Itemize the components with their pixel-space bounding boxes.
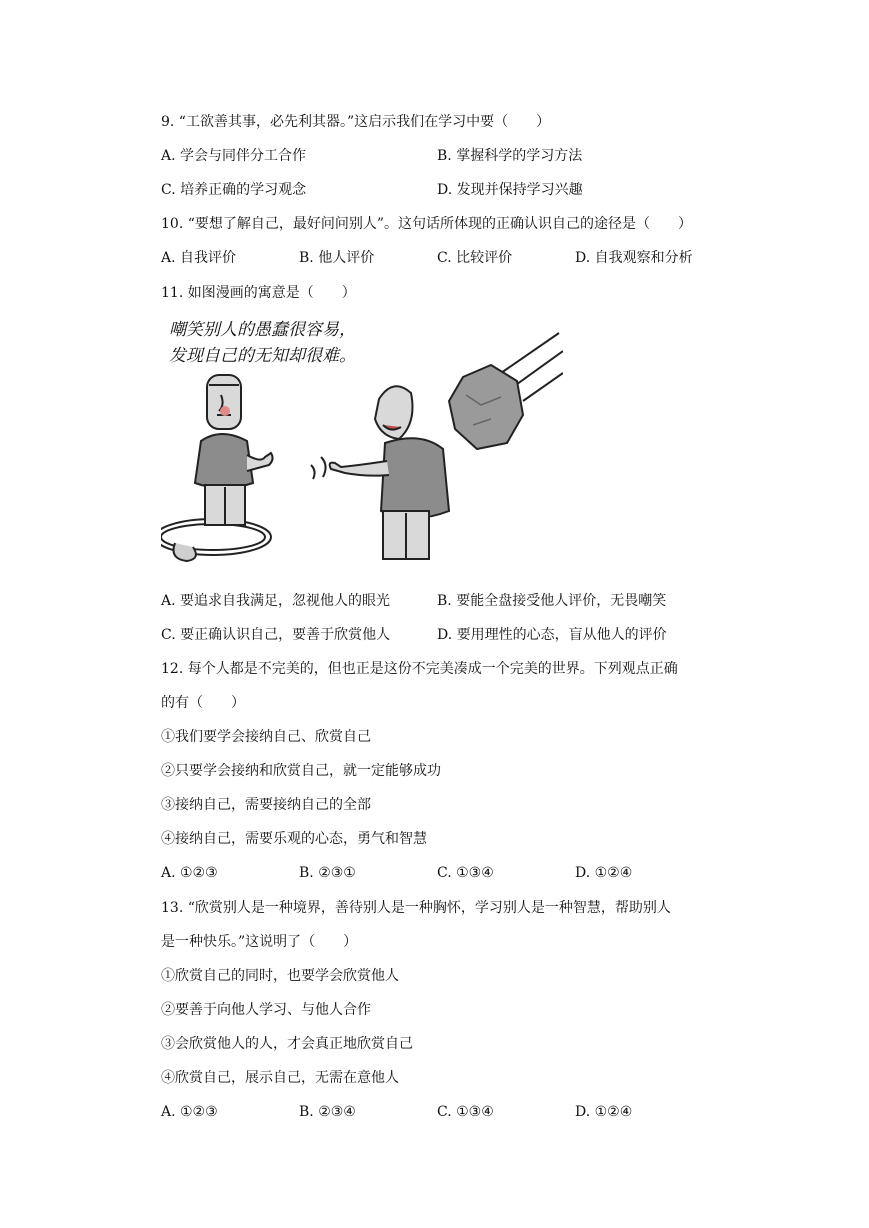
q13-statement-3: ③会欣赏他人的人，才会真正地欣赏自己 (161, 1036, 413, 1052)
q12-option-d: D. ①②④ (575, 865, 633, 881)
q10-option-c: C. 比较评价 (437, 250, 513, 266)
q9-option-c: C. 培养正确的学习观念 (161, 182, 307, 198)
q11-option-d: D. 要用理性的心态，盲从他人的评价 (437, 627, 667, 643)
q13-option-a: A. ①②③ (161, 1104, 218, 1120)
q12-statement-1: ①我们要学会接纳自己、欣赏自己 (161, 729, 371, 745)
q11-option-a: A. 要追求自我满足，忽视他人的眼光 (161, 593, 391, 609)
cartoon-caption-line1: 嘲笑别人的愚蠢很容易， (169, 320, 356, 340)
q9-option-d: D. 发现并保持学习兴趣 (437, 182, 583, 198)
q12-statement-4: ④接纳自己，需要乐观的心态，勇气和智慧 (161, 831, 427, 847)
q12-stem-line1: 12. 每个人都是不完美的，但也正是这份不完美凑成一个完美的世界。下列观点正确 (161, 661, 678, 677)
q13-option-c: C. ①③④ (437, 1104, 494, 1120)
q11-option-b: B. 要能全盘接受他人评价，无畏嘲笑 (437, 593, 667, 609)
q10-option-d: D. 自我观察和分析 (575, 250, 693, 266)
q13-option-b: B. ②③④ (299, 1104, 356, 1120)
q10-option-a: A. 自我评价 (161, 250, 237, 266)
cartoon-caption-line2: 发现自己的无知却很难。 (169, 346, 356, 366)
q9-option-a: A. 学会与同伴分工合作 (161, 148, 307, 164)
q13-stem-line2: 是一种快乐。”这说明了（ ） (161, 934, 358, 950)
q11-stem: 11. 如图漫画的寓意是（ ） (161, 285, 356, 301)
q13-statement-2: ②要善于向他人学习、与他人合作 (161, 1002, 371, 1018)
q9-option-b: B. 掌握科学的学习方法 (437, 148, 583, 164)
q10-stem: 10. “要想了解自己，最好问问别人”。这句话所体现的正确认识自己的途径是（ ） (161, 216, 693, 232)
q12-statement-3: ③接纳自己，需要接纳自己的全部 (161, 797, 371, 813)
cartoon-image (161, 315, 563, 573)
q12-stem-line2: 的有（ ） (161, 695, 245, 711)
q12-statement-2: ②只要学会接纳和欣赏自己，就一定能够成功 (161, 763, 441, 779)
q10-option-b: B. 他人评价 (299, 250, 375, 266)
q12-option-a: A. ①②③ (161, 865, 218, 881)
q9-stem: 9. “工欲善其事，必先利其器。”这启示我们在学习中要（ ） (161, 114, 551, 130)
q12-option-b: B. ②③① (299, 865, 356, 881)
q13-option-d: D. ①②④ (575, 1104, 633, 1120)
q13-stem-line1: 13. “欣赏别人是一种境界，善待别人是一种胸怀，学习别人是一种智慧，帮助别人 (161, 900, 671, 916)
q13-statement-4: ④欣赏自己，展示自己，无需在意他人 (161, 1070, 399, 1086)
q12-option-c: C. ①③④ (437, 865, 494, 881)
q11-option-c: C. 要正确认识自己，要善于欣赏他人 (161, 627, 391, 643)
q13-statement-1: ①欣赏自己的同时，也要学会欣赏他人 (161, 968, 399, 984)
